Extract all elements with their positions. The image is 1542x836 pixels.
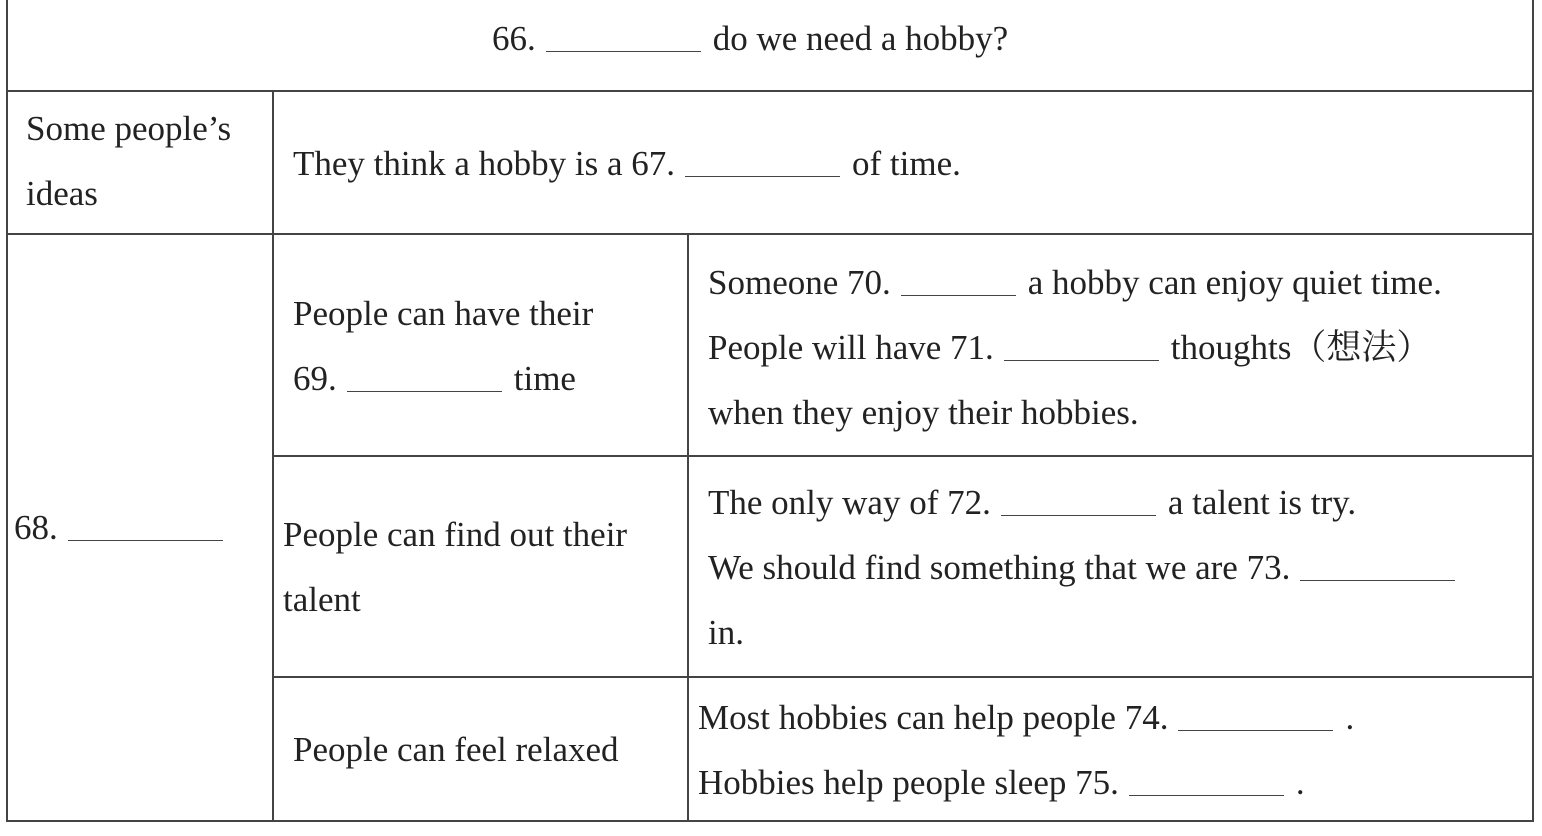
- ideas-sentence: [293, 131, 961, 196]
- reason-1-line2-end: time: [513, 359, 576, 398]
- detail-2-line1: [708, 470, 1356, 535]
- detail-2-line1-end: a talent is try.: [1167, 483, 1357, 522]
- question-66-number: 66.: [492, 19, 536, 58]
- column-divider: [272, 90, 274, 822]
- reason-2-line1: People can find out their: [283, 515, 628, 554]
- ideas-label-line2: ideas: [26, 174, 98, 213]
- column-divider: [687, 235, 689, 822]
- row-divider: [273, 676, 1534, 678]
- detail-2-line1-start: The only way of 72.: [708, 483, 991, 522]
- detail-1-line2-start: People will have 71.: [708, 328, 994, 367]
- reason-3-line1: People can feel relaxed: [293, 730, 619, 769]
- ideas-sentence-end: of time.: [852, 144, 961, 183]
- reason-2-line2: talent: [283, 580, 361, 619]
- detail-1-line1-end: a hobby can enjoy quiet time.: [1027, 263, 1442, 302]
- detail-1-line2: [708, 315, 1431, 380]
- answer-blank-70[interactable]: [901, 294, 1016, 296]
- answer-blank-72[interactable]: [1001, 514, 1156, 516]
- answer-blank-74[interactable]: [1178, 729, 1333, 731]
- detail-2-line2-start: We should find something that we are 73.: [708, 548, 1291, 587]
- title-question: [492, 6, 1008, 71]
- question-66-text: do we need a hobby?: [712, 19, 1009, 58]
- detail-3-line2-start: Hobbies help people sleep 75.: [698, 763, 1119, 802]
- answer-blank-69[interactable]: [347, 390, 502, 392]
- answer-blank-66[interactable]: [546, 50, 701, 52]
- ideas-label-line1: Some people’s: [26, 109, 232, 148]
- detail-1-line2-end: thoughts（想法）: [1170, 328, 1432, 367]
- detail-3-line1-end: .: [1345, 698, 1355, 737]
- answer-blank-73[interactable]: [1300, 579, 1455, 581]
- answer-blank-75[interactable]: [1129, 794, 1284, 796]
- row-divider: [6, 90, 1534, 92]
- detail-2-line3: in.: [708, 613, 744, 652]
- detail-1-line3: when they enjoy their hobbies.: [708, 393, 1139, 432]
- question-69-number: 69.: [293, 359, 337, 398]
- detail-3-line1-start: Most hobbies can help people 74.: [698, 698, 1169, 737]
- row-divider: [6, 233, 1534, 235]
- answer-blank-67[interactable]: [685, 175, 840, 177]
- detail-1-line1: [708, 250, 1442, 315]
- reason-1-line1: People can have their: [293, 294, 594, 333]
- detail-3-line2: [698, 750, 1305, 815]
- detail-1-line1-start: Someone 70.: [708, 263, 891, 302]
- question-68-number: 68.: [14, 508, 58, 547]
- answer-blank-68[interactable]: [68, 539, 223, 541]
- reasons-label: [14, 495, 235, 560]
- answer-blank-71[interactable]: [1004, 359, 1159, 361]
- row-divider: [273, 455, 1534, 457]
- detail-3-line1: [698, 685, 1354, 750]
- detail-2-line2: [708, 535, 1455, 600]
- reason-1-line2: [293, 346, 576, 411]
- detail-3-line2-end: .: [1295, 763, 1305, 802]
- ideas-sentence-start: They think a hobby is a 67.: [293, 144, 676, 183]
